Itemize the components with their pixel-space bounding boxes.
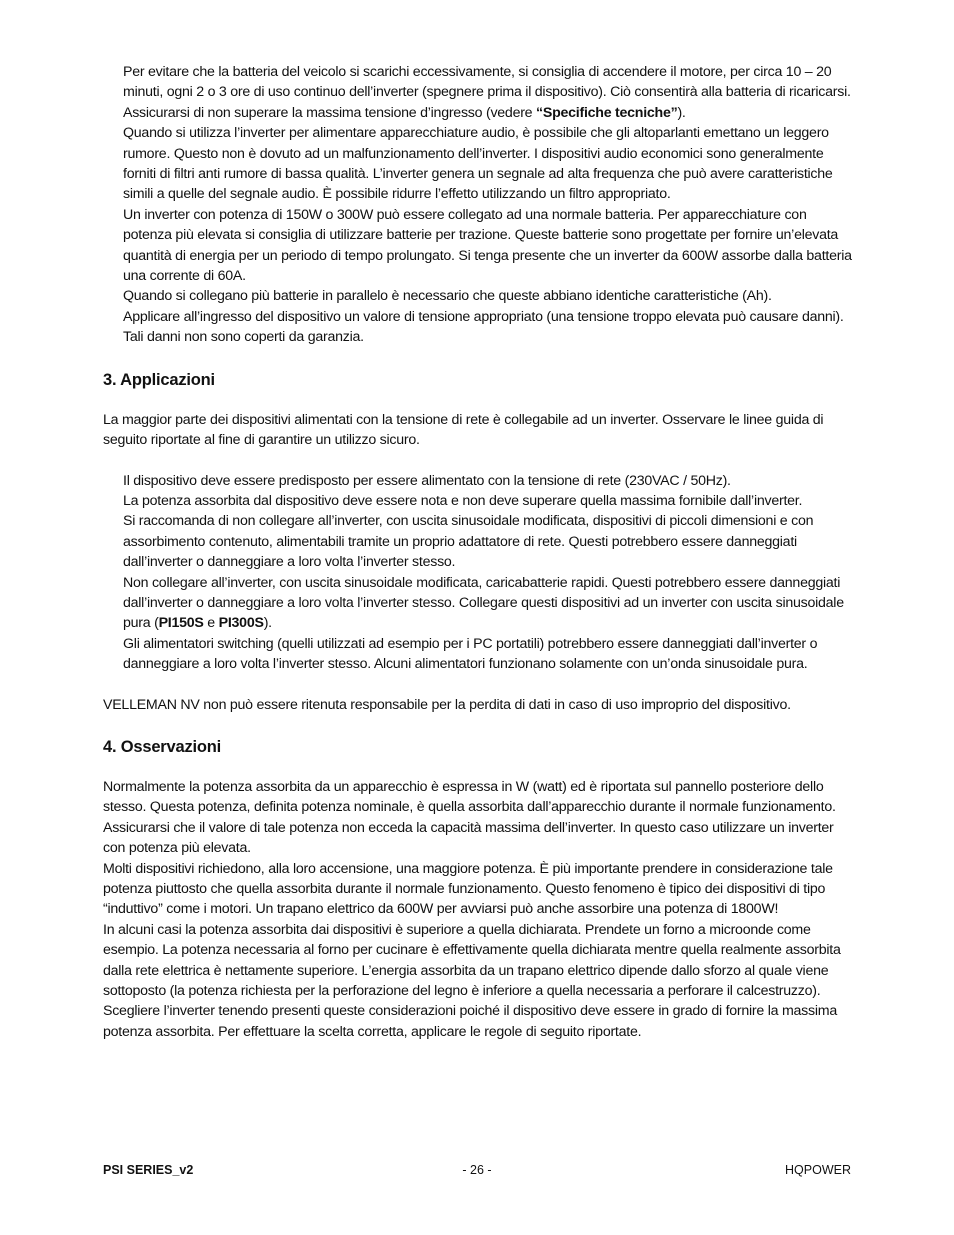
intro-paragraph-battery: Per evitare che la batteria del veicolo si scarichi eccessivamente, si consiglia di accendere il motore, per circa 10 – 20 minuti, ogni 2 o 3 ore di uso continuo dell’inverter (spegnere prima il dispositivo). Ciò consentirà alla batteria di ricaricarsi. — [123, 64, 851, 101]
section3-lead: La maggior parte dei dispositivi alimentati con la tensione di rete è collegabile ad un inverter. Osservare le linee guida di seguito riportate al fine di garantire un utilizzo sicuro. — [103, 411, 824, 449]
text-span: Assicurarsi di non superare la massima tensione d’ingresso (vedere — [123, 104, 537, 121]
intro-paragraph-voltage — [103, 103, 853, 123]
document-body — [103, 62, 853, 1042]
section4-paragraph: Molti dispositivi richiedono, alla loro accensione, una maggiore potenza. È più importante prendere in considerazione tale potenza piuttosto che quella assorbita durante il normale funzionamento. Questo fenomeno è tipico dei dispositivi di tipo “induttivo” come i motori. Un trapano elettrico da 600W per avviarsi può anche assorbire una potenza di 1800W! — [103, 860, 833, 918]
footer-series: PSI SERIES_v2 — [103, 1163, 194, 1177]
section-heading-osservazioni: 4. Osservazioni — [103, 737, 222, 756]
text-span: Non collegare all’inverter, con uscita sinusoidale modificata, caricabatterie rapidi. Questi potrebbero essere danneggiati dall’inverter o danneggiare a loro volta l’inverter stesso. Collegare questi dispositivi ad un inverter con uscita sinusoidale pura ( — [123, 574, 844, 632]
disclaimer: VELLEMAN NV non può essere ritenuta responsabile per la perdita di dati in caso di uso improprio del dispositivo. — [103, 696, 791, 713]
guideline-item — [103, 573, 853, 634]
section4-paragraph: Normalmente la potenza assorbita da un apparecchio è espressa in W (watt) ed è riportata sul pannello posteriore dello stesso. Questa potenza, definita potenza nominale, è quella assorbita dall’apparecchio durante il normale funzionamento. Assicurarsi che il valore di tale potenza non ecceda la capacità massima dell’inverter. In questo caso utilizzare un inverter con potenza più elevata. — [103, 778, 836, 857]
intro-paragraph-parallel: Quando si collegano più batterie in parallelo è necessario che queste abbiano identiche caratteristiche (Ah). — [123, 288, 772, 305]
model-name: PI300S — [218, 615, 264, 632]
section-heading-applicazioni: 3. Applicazioni — [103, 370, 215, 389]
footer-page-number: - 26 - — [462, 1163, 492, 1177]
model-name: PI150S — [158, 615, 204, 632]
guideline-item: Si raccomanda di non collegare all’inverter, con uscita sinusoidale modificata, dispositivi di piccoli dimensioni e con assorbimento contenuto, alimentabili tramite un proprio adattatore di rete. Questi potrebbero essere danneggiati dall’inverter o danneggiare a loro volta l’inverter stesso. — [123, 513, 814, 571]
spec-reference: “Specifiche tecniche” — [536, 104, 678, 121]
page-footer — [103, 1163, 851, 1181]
intro-paragraph-input: Applicare all’ingresso del dispositivo un valore di tensione appropriato (una tensione troppo elevata può causare danni). Tali danni non sono coperti da garanzia. — [123, 308, 844, 346]
guideline-item: La potenza assorbita dal dispositivo deve essere nota e non deve superare quella massima fornibile dall’inverter. — [123, 492, 803, 509]
intro-paragraph-audio: Quando si utilizza l’inverter per alimentare apparecchiature audio, è possibile che gli altoparlanti emettano un leggero rumore. Questo non è dovuto ad un malfunzionamento dell’inverter. I dispositivi audio economici sono generalmente forniti di filtri anti rumore di bassa qualità. L’inverter genera un segnale ad alta frequenza che può avere caratteristiche simili a quelle del segnale audio. È possibile ridurre l’effetto utilizzando un filtro appropriato. — [123, 125, 833, 203]
text-span: e — [203, 615, 219, 632]
intro-paragraph-power: Un inverter con potenza di 150W o 300W può essere collegato ad una normale batteria. Per apparecchiature con potenza più elevata si consiglia di utilizzare batterie per trazione. Queste batterie sono progettate per fornire un’elevata quantità di energia per un periodo di tempo prolungato. Si tenga presente che un inverter da 600W assorbe dalla batteria una corrente di 60A. — [123, 206, 852, 285]
footer-brand: HQPOWER — [785, 1163, 851, 1177]
section4-paragraph: In alcuni casi la potenza assorbita dai dispositivi è superiore a quella dichiarata. Prendete un forno a microonde come esempio. La potenza necessaria al forno per cucinare è effettivamente quella dichiarata mentre quella realmente assorbita dalla rete elettrica è nettamente superiore. L’energia assorbita da un trapano elettrico dipende dallo sforzo al quale viene sottoposto (la potenza richiesta per la perforazione del legno è inferiore a quella necessaria a perforare il calcestruzzo). Scegliere l’inverter tenendo presenti queste considerazioni poiché il dispositivo deve essere in grado di fornire la massima potenza assorbita. Per effettuare la scelta corretta, applicare le regole di seguito riportate. — [103, 921, 841, 1040]
guideline-item: Il dispositivo deve essere predisposto per essere alimentato con la tensione di rete (230VAC / 50Hz). — [123, 472, 731, 489]
guideline-item: Gli alimentatori switching (quelli utilizzati ad esempio per i PC portatili) potrebbero essere danneggiati dall’inverter o danneggiare a loro volta l’inverter stesso. Alcuni alimentatori funzionano solamente con un’onda sinusoidale pura. — [123, 635, 818, 673]
text-span: ). — [263, 615, 272, 632]
text-span: ). — [677, 104, 686, 121]
